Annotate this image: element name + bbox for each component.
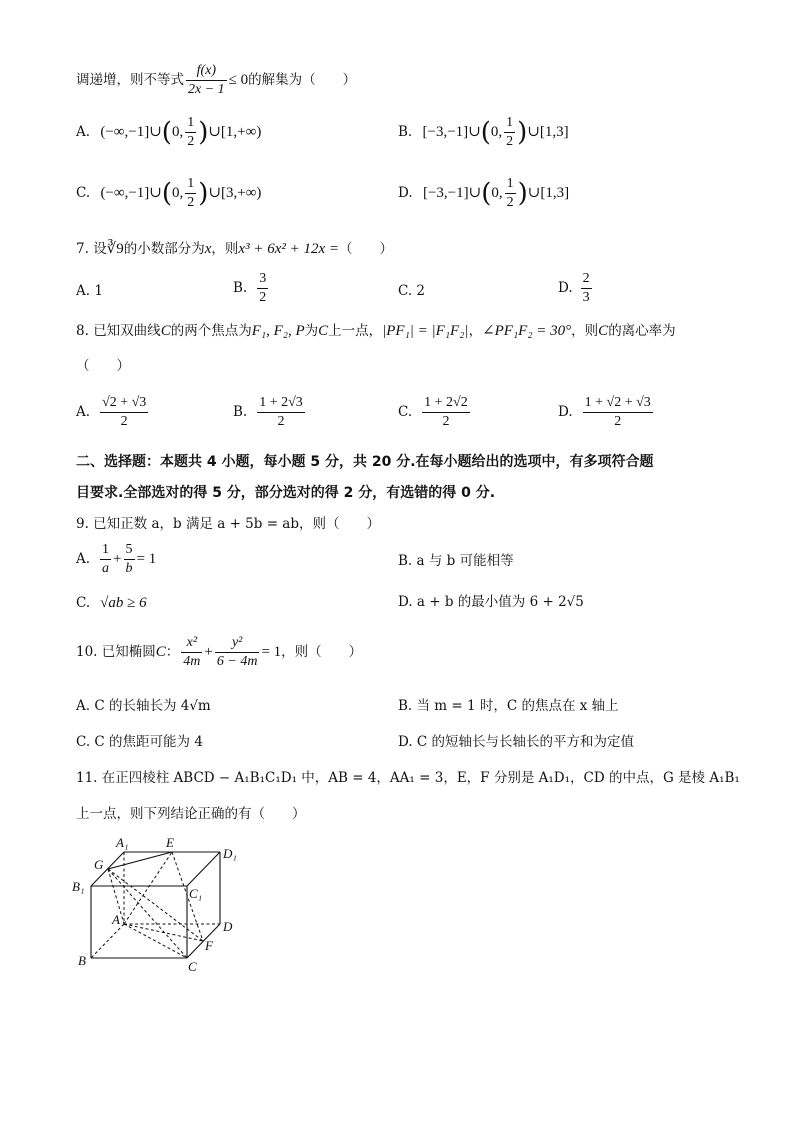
q6-stem (76, 64, 356, 97)
q9-option-c: C. √ab ≥ 6 (76, 595, 147, 611)
label-a1: A₁ (116, 835, 129, 850)
q6-option-c: C. (−∞,−1]∪(0, $\frac{1}{2}$ )∪[3,+∞) (76, 176, 262, 210)
label-d1: D₁ (223, 846, 237, 861)
section2-heading-line2: 目要求.全部选对的得 5 分，部分选对的得 2 分，有选错的得 0 分. (76, 485, 496, 501)
q11-prism-figure (68, 834, 248, 984)
q6-stem-pre: 调递增，则不等式 (76, 71, 184, 88)
q8-option-a: A. $\frac{√2 + √3}{2}$ (76, 395, 147, 429)
label-e: E (166, 835, 174, 850)
q8-option-c: C. $\frac{1 + 2√2}{2}$ (398, 395, 468, 429)
q11-stem-line1: 11. 在正四棱柱 ABCD − A₁B₁C₁D₁ 中，AB = 4，AA₁ = 3，E，F 分别是 A₁D₁，CD 的中点，G 是棱 A₁B₁ (76, 770, 740, 786)
q6-fraction: $\frac{f(x)}{2x - 1}$ (188, 63, 225, 97)
q10-stem: 10. 已知椭圆C： $\frac{\text{x²}}{4m}$ + $\frac{\text{y²}}{6 - 4m}$ = 1，则（ ） (76, 635, 363, 669)
label-c1: C₁ (189, 886, 203, 901)
q7-stem: 7. 设∛9的小数部分为x，则x³ + 6x² + 12x =（ ） (76, 241, 394, 257)
q10-option-d: D. C 的短轴长与长轴长的平方和为定值 (398, 734, 635, 750)
label-b: B (78, 953, 86, 968)
q6-option-a: A. (−∞,−1]∪(0, $\frac{1}{2}$ )∪[1,+∞) (76, 115, 262, 149)
q7-option-c: C. 2 (398, 283, 426, 299)
q7-option-d: D. $\frac{2}{3}$ (558, 271, 590, 305)
label-a: A (112, 912, 120, 927)
q9-stem: 9. 已知正数 a，b 满足 a + 5b = ab，则（ ） (76, 516, 380, 532)
q8-option-b: B. $\frac{1 + 2√3}{2}$ (233, 395, 303, 429)
label-b1: B₁ (72, 879, 85, 894)
q7-option-b: B. $\frac{3}{2}$ (233, 271, 267, 305)
q8-paren: （ ） (76, 358, 130, 374)
q8-stem: 8. 已知双曲线C的两个焦点为F₁, F₂, P为C上一点，|PF₁| = |F₁F₂|，∠PF₁F₂ = 30°，则C的离心率为 (76, 323, 676, 339)
q10-option-c: C. C 的焦距可能为 4 (76, 734, 203, 750)
label-g: G (94, 857, 104, 872)
label-f: F (205, 938, 213, 953)
q9-option-d: D. a + b 的最小值为 6 + 2√5 (398, 594, 584, 610)
q6-option-b: B. [−3,−1]∪(0, $\frac{1}{2}$ )∪[1,3] (398, 115, 569, 149)
q11-stem-line2: 上一点，则下列结论正确的有（ ） (76, 806, 306, 822)
q10-option-a: A. C 的长轴长为 4√m (76, 698, 211, 714)
q7-option-a: A. 1 (76, 283, 103, 299)
section2-heading-line1: 二、选择题：本题共 4 小题，每小题 5 分，共 20 分.在每小题给出的选项中，有多项符合题 (76, 454, 654, 470)
q6-ineq: ≤ 0 (228, 72, 249, 88)
label-c: C (188, 959, 197, 974)
q8-option-d: D. $\frac{1 + √2 + √3}{2}$ (558, 395, 651, 429)
q9-option-a: A. $\frac{1}{a}$ + $\frac{5}{b}$ = 1 (76, 542, 157, 576)
q6-option-d: D. [−3,−1]∪(0, $\frac{1}{2}$ )∪[1,3] (398, 176, 570, 210)
label-d: D (223, 919, 233, 934)
q6-stem-post: 的解集为（ ） (248, 71, 357, 88)
q10-option-b: B. 当 m = 1 时，C 的焦点在 x 轴上 (398, 698, 619, 714)
q9-option-b: B. a 与 b 可能相等 (398, 553, 514, 569)
